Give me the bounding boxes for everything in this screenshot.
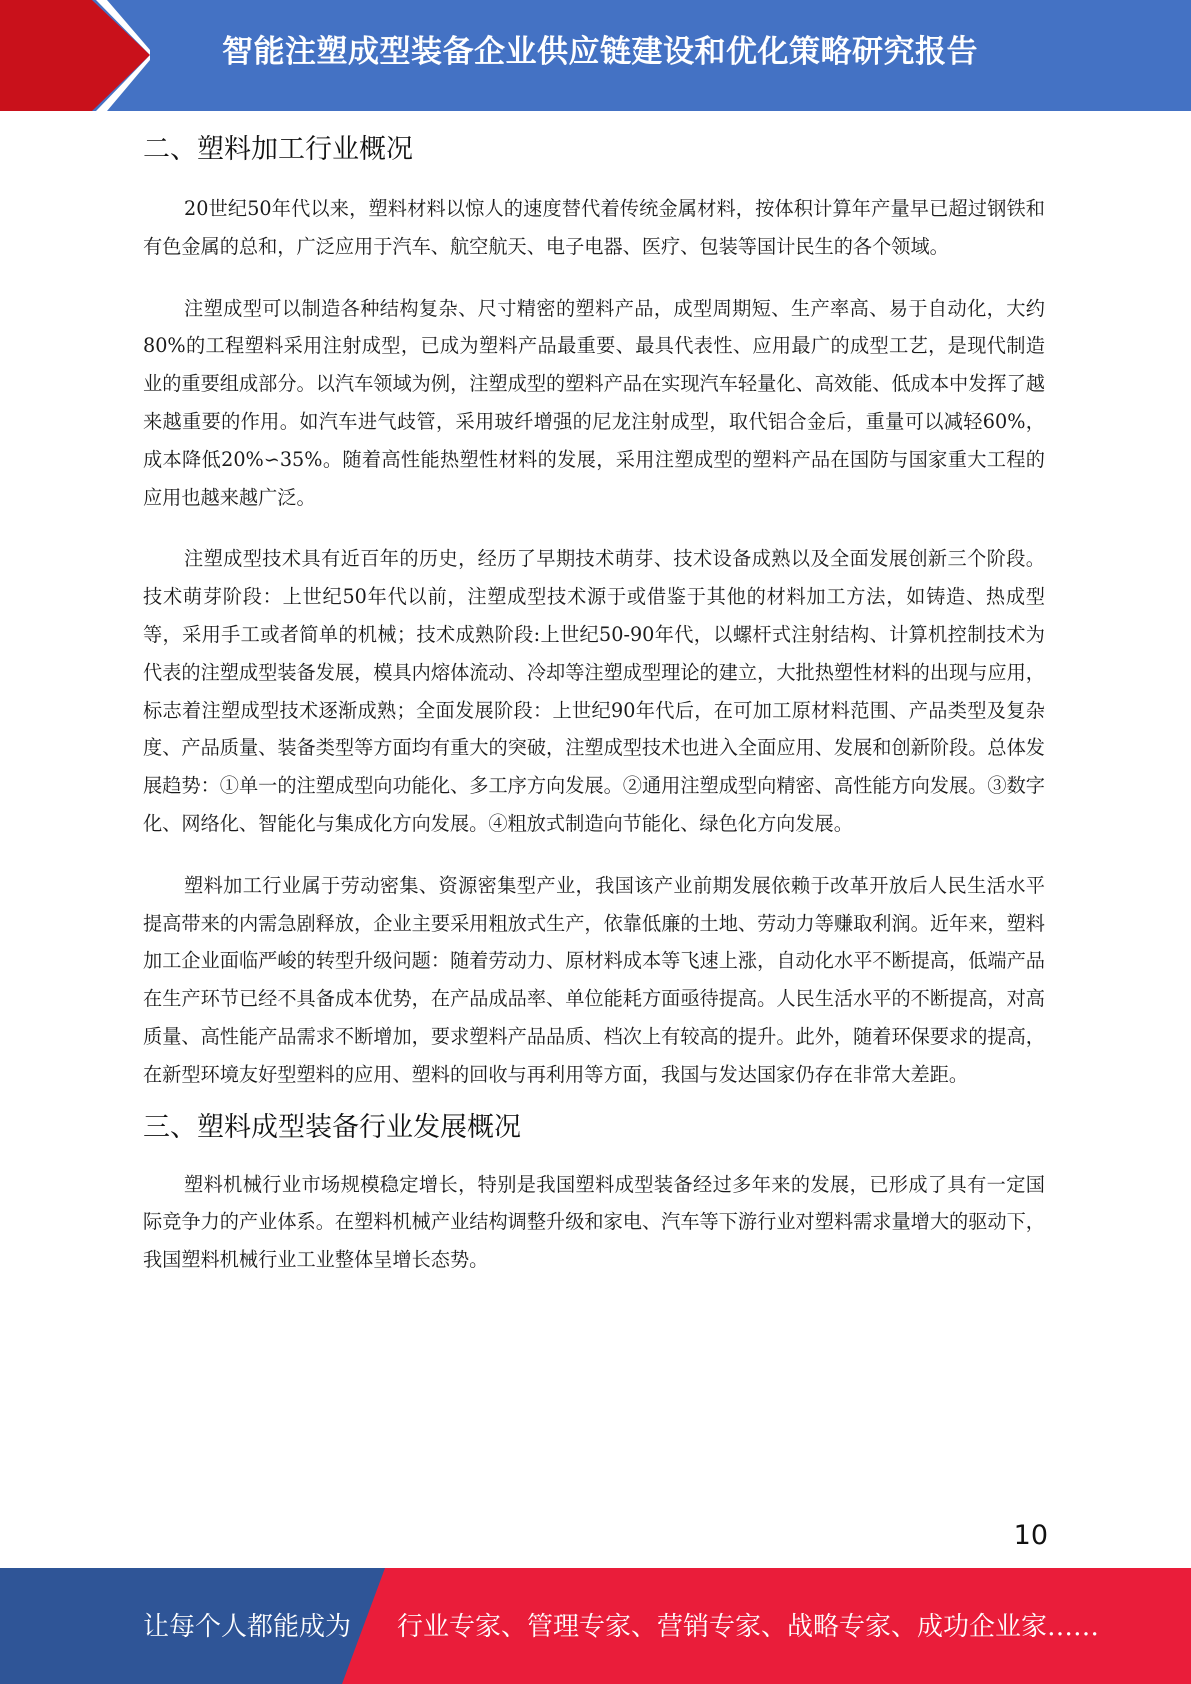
footer-slogan-right: 行业专家、管理专家、营销专家、战略专家、成功企业家…… bbox=[397, 1612, 1100, 1642]
paragraph: 塑料加工行业属于劳动密集、资源密集型产业，我国该产业前期发展依赖于改革开放后人民生活水平提高带来的内需急剧释放，企业主要采用粗放式生产，依靠低廉的土地、劳动力等赚取利润。近年来，塑料加工企业面临严峻的转型升级问题：随着劳动力、原材料成本等飞速上涨，自动化水平不断提高，低端产品在生产环节已经不具备成本优势，在产品成品率、单位能耗方面亟待提高。人民生活水平的不断提高，对高质量、高性能产品需求不断增加，要求塑料产品品质、档次上有较高的提升。此外，随着环保要求的提高，在新型环境友好型塑料的应用、塑料的回收与再利用等方面，我国与发达国家仍存在非常大差距。 bbox=[143, 873, 1045, 1086]
paragraph: 20世纪50年代以来，塑料材料以惊人的速度替代着传统金属材料，按体积计算年产量早已超过钢铁和有色金属的总和，广泛应用于汽车、航空航天、电子电器、医疗、包装等国计民生的各个领域。 bbox=[143, 197, 1045, 258]
header-red-arrow bbox=[0, 0, 150, 111]
paragraph: 塑料机械行业市场规模稳定增长，特别是我国塑料成型装备经过多年来的发展，已形成了具有一定国际竞争力的产业体系。在塑料机械产业结构调整升级和家电、汽车等下游行业对塑料需求量增大的驱动下，我国塑料机械行业工业整体呈增长态势。 bbox=[143, 1172, 1045, 1272]
main-content bbox=[143, 128, 1045, 1279]
section-heading-molding-equipment: 三、塑料成型装备行业发展概况 bbox=[143, 1111, 521, 1143]
page-header bbox=[0, 0, 1191, 111]
page-footer bbox=[0, 1568, 1191, 1684]
report-title: 智能注塑成型装备企业供应链建设和优化策略研究报告 bbox=[222, 34, 978, 70]
paragraph: 注塑成型可以制造各种结构复杂、尺寸精密的塑料产品，成型周期短、生产率高、易于自动化，大约80%的工程塑料采用注射成型，已成为塑料产品最重要、最具代表性、应用最广的成型工艺，是现代制造业的重要组成部分。以汽车领域为例，注塑成型的塑料产品在实现汽车轻量化、高效能、低成本中发挥了越来越重要的作用。如汽车进气歧管，采用玻纤增强的尼龙注射成型，取代铝合金后，重量可以减轻60%，成本降低20%∽35%。随着高性能热塑性材料的发展，采用注塑成型的塑料产品在国防与国家重大工程的应用也越来越广泛。 bbox=[143, 296, 1045, 509]
paragraph: 注塑成型技术具有近百年的历史，经历了早期技术萌芽、技术设备成熟以及全面发展创新三个阶段。技术萌芽阶段：上世纪50年代以前，注塑成型技术源于或借鉴于其他的材料加工方法，如铸造、热成型等，采用手工或者简单的机械；技术成熟阶段:上世纪50-90年代，以螺杆式注射结构、计算机控制技术为代表的注塑成型装备发展，模具内熔体流动、冷却等注塑成型理论的建立，大批热塑性材料的出现与应用，标志着注塑成型技术逐渐成熟；全面发展阶段：上世纪90年代后，在可加工原材料范围、产品类型及复杂度、产品质量、装备类型等方面均有重大的突破，注塑成型技术也进入全面应用、发展和创新阶段。总体发展趋势：①单一的注塑成型向功能化、多工序方向发展。②通用注塑成型向精密、高性能方向发展。③数字化、网络化、智能化与集成化方向发展。④粗放式制造向节能化、绿色化方向发展。 bbox=[143, 547, 1045, 835]
page-number: 10 bbox=[1013, 1520, 1048, 1551]
section-heading-plastics-processing: 二、塑料加工行业概况 bbox=[143, 134, 413, 165]
footer-slogan-left: 让每个人都能成为 bbox=[143, 1612, 352, 1642]
